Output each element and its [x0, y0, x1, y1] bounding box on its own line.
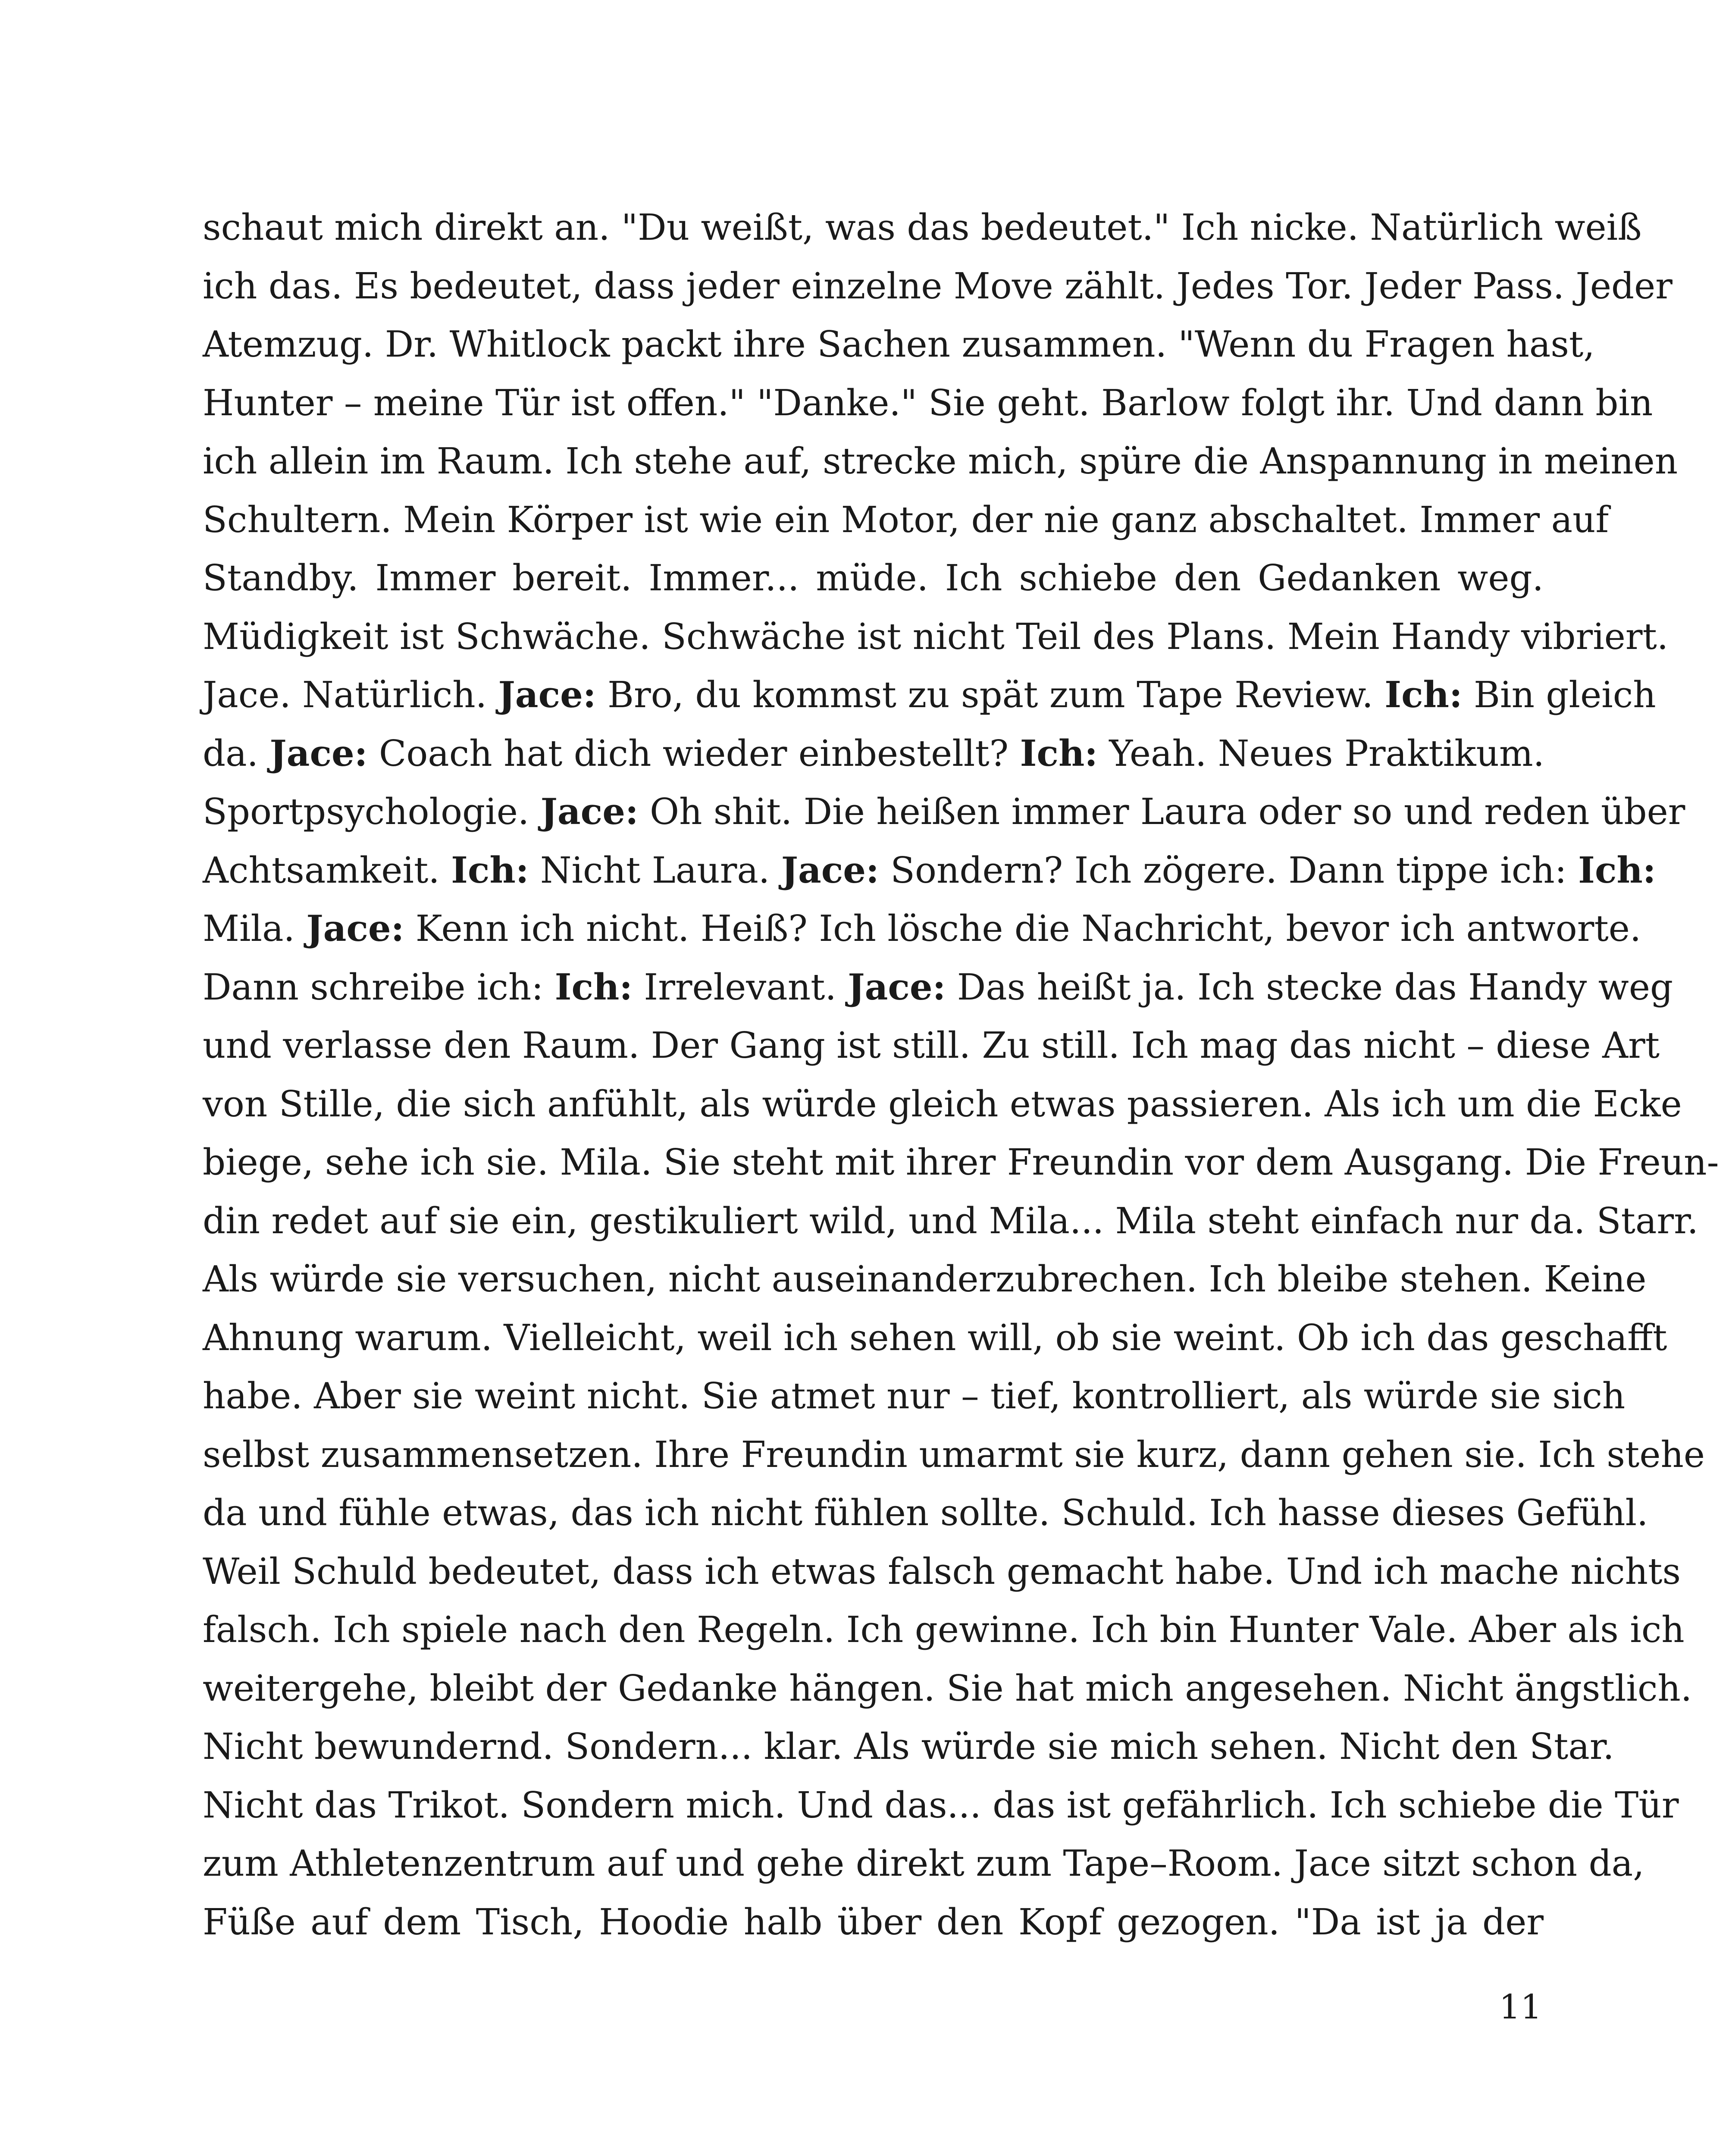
- text-run: Jace. Natürlich.: [203, 674, 498, 716]
- text-line: [203, 1016, 1660, 1075]
- text-run: falsch. Ich spiele nach den Regeln. Ich gewinne. Ich bin Hunter Vale. Aber als ich: [203, 1609, 1685, 1651]
- speaker-label: Ich:: [554, 965, 633, 1008]
- text-run: Yeah. Neues Praktikum.: [1097, 732, 1545, 774]
- text-run: Coach hat dich wieder einbestellt?: [367, 732, 1020, 774]
- text-run: Standby. Immer bereit. Immer... müde. Ich schiebe den Gedanken weg.: [203, 557, 1544, 599]
- body-text: [203, 198, 1719, 1951]
- speaker-label: Ich:: [1020, 732, 1098, 774]
- text-line: [203, 1601, 1685, 1659]
- text-line: [203, 1776, 1679, 1835]
- text-run: weitergehe, bleibt der Gedanke hängen. Sie hat mich angesehen. Nicht ängstlich.: [203, 1667, 1692, 1709]
- text-run: Bin gleich: [1462, 674, 1656, 716]
- text-run: Sondern? Ich zögere. Dann tippe ich:: [879, 849, 1579, 891]
- speaker-label: Jace:: [498, 674, 596, 716]
- speaker-label: Jace:: [306, 907, 404, 950]
- text-run: Nicht das Trikot. Sondern mich. Und das... das ist gefährlich. Ich schiebe die Tür: [203, 1784, 1679, 1826]
- text-line: [203, 1717, 1614, 1776]
- text-run: ich das. Es bedeutet, dass jeder einzelne Move zählt. Jedes Tor. Jeder Pass. Jeder: [203, 265, 1672, 307]
- text-line: [203, 1893, 1544, 1952]
- speaker-label: Jace:: [848, 965, 946, 1008]
- page-number: 11: [1499, 1988, 1542, 2027]
- text-run: da.: [203, 732, 270, 774]
- text-run: Dann schreibe ich:: [203, 966, 555, 1008]
- text-line: [203, 724, 1544, 783]
- text-run: da und fühle etwas, das ich nicht fühlen sollte. Schuld. Ich hasse dieses Gefühl.: [203, 1492, 1648, 1534]
- speaker-label: Jace:: [781, 849, 879, 891]
- speaker-label: Ich:: [451, 849, 529, 891]
- text-run: von Stille, die sich anfühlt, als würde gleich etwas passieren. Als ich um die Ecke: [203, 1083, 1682, 1125]
- text-run: Als würde sie versuchen, nicht auseinanderzubrechen. Ich bleibe stehen. Keine: [203, 1258, 1647, 1300]
- text-run: ich allein im Raum. Ich stehe auf, strecke mich, spüre die Anspannung in meinen: [203, 440, 1678, 482]
- speaker-label: Jace:: [540, 790, 639, 833]
- text-run: habe. Aber sie weint nicht. Sie atmet nur – tief, kontrolliert, als würde sie sich: [203, 1375, 1626, 1417]
- text-run: Nicht bewundernd. Sondern... klar. Als würde sie mich sehen. Nicht den Star.: [203, 1726, 1614, 1767]
- text-line: [203, 257, 1672, 316]
- text-run: Achtsamkeit.: [203, 849, 451, 891]
- text-line: [203, 1250, 1647, 1309]
- text-line: [203, 1659, 1692, 1718]
- text-run: und verlasse den Raum. Der Gang ist still. Zu still. Ich mag das nicht – diese Art: [203, 1025, 1660, 1066]
- speaker-label: Jace:: [269, 732, 368, 774]
- text-line: [203, 1133, 1719, 1192]
- speaker-label: Ich:: [1384, 674, 1463, 716]
- text-run: Nicht Laura.: [529, 849, 781, 891]
- text-line: [203, 432, 1678, 491]
- text-run: Kenn ich nicht. Heiß? Ich lösche die Nachricht, bevor ich antworte.: [404, 908, 1641, 950]
- text-line: [203, 841, 1656, 900]
- text-run: Oh shit. Die heißen immer Laura oder so und reden über: [638, 791, 1685, 833]
- text-line: [203, 1426, 1705, 1484]
- text-run: Das heißt ja. Ich stecke das Handy weg: [946, 966, 1673, 1008]
- text-line: [203, 549, 1544, 608]
- text-line: [203, 1192, 1699, 1250]
- text-line: [203, 608, 1669, 666]
- text-run: Atemzug. Dr. Whitlock packt ihre Sachen zusammen. "Wenn du Fragen hast,: [203, 323, 1595, 365]
- text-run: selbst zusammensetzen. Ihre Freundin umarmt sie kurz, dann gehen sie. Ich stehe: [203, 1433, 1705, 1476]
- text-line: [203, 958, 1673, 1017]
- text-line: [203, 666, 1656, 724]
- text-line: [203, 374, 1653, 432]
- text-line: [203, 1484, 1648, 1542]
- text-run: zum Athletenzentrum auf und gehe direkt zum Tape–Room. Jace sitzt schon da,: [203, 1843, 1644, 1884]
- text-line: [203, 1075, 1682, 1134]
- text-run: Weil Schuld bedeutet, dass ich etwas falsch gemacht habe. Und ich mache nichts: [203, 1550, 1681, 1592]
- text-line: [203, 1542, 1681, 1601]
- text-run: Irrelevant.: [633, 966, 848, 1008]
- text-line: [203, 899, 1641, 958]
- text-run: Sportpsychologie.: [203, 791, 541, 833]
- text-run: Bro, du kommst zu spät zum Tape Review.: [596, 674, 1385, 716]
- text-line: [203, 315, 1595, 374]
- text-run: din redet auf sie ein, gestikuliert wild, und Mila... Mila steht einfach nur da. Starr.: [203, 1200, 1699, 1242]
- text-run: Ahnung warum. Vielleicht, weil ich sehen will, ob sie weint. Ob ich das geschafft: [203, 1316, 1667, 1359]
- text-run: schaut mich direkt an. "Du weißt, was das bedeutet." Ich nicke. Natürlich weiß: [203, 207, 1642, 248]
- text-run: Mila.: [203, 908, 307, 950]
- text-run: Füße auf dem Tisch, Hoodie halb über den Kopf gezogen. "Da ist ja der: [203, 1901, 1544, 1943]
- text-line: [203, 1834, 1644, 1893]
- text-run: Schultern. Mein Körper ist wie ein Motor, der nie ganz abschaltet. Immer auf: [203, 498, 1609, 541]
- text-line: [203, 198, 1642, 257]
- text-run: biege, sehe ich sie. Mila. Sie steht mit ihrer Freundin vor dem Ausgang. Die Freun-: [203, 1141, 1719, 1183]
- text-line: [203, 783, 1685, 841]
- text-run: Hunter – meine Tür ist offen." "Danke." Sie geht. Barlow folgt ihr. Und dann bin: [203, 382, 1653, 424]
- text-line: [203, 1367, 1626, 1426]
- text-line: [203, 1309, 1667, 1367]
- text-run: Müdigkeit ist Schwäche. Schwäche ist nicht Teil des Plans. Mein Handy vibriert.: [203, 615, 1669, 658]
- speaker-label: Ich:: [1578, 849, 1656, 891]
- text-line: [203, 491, 1609, 549]
